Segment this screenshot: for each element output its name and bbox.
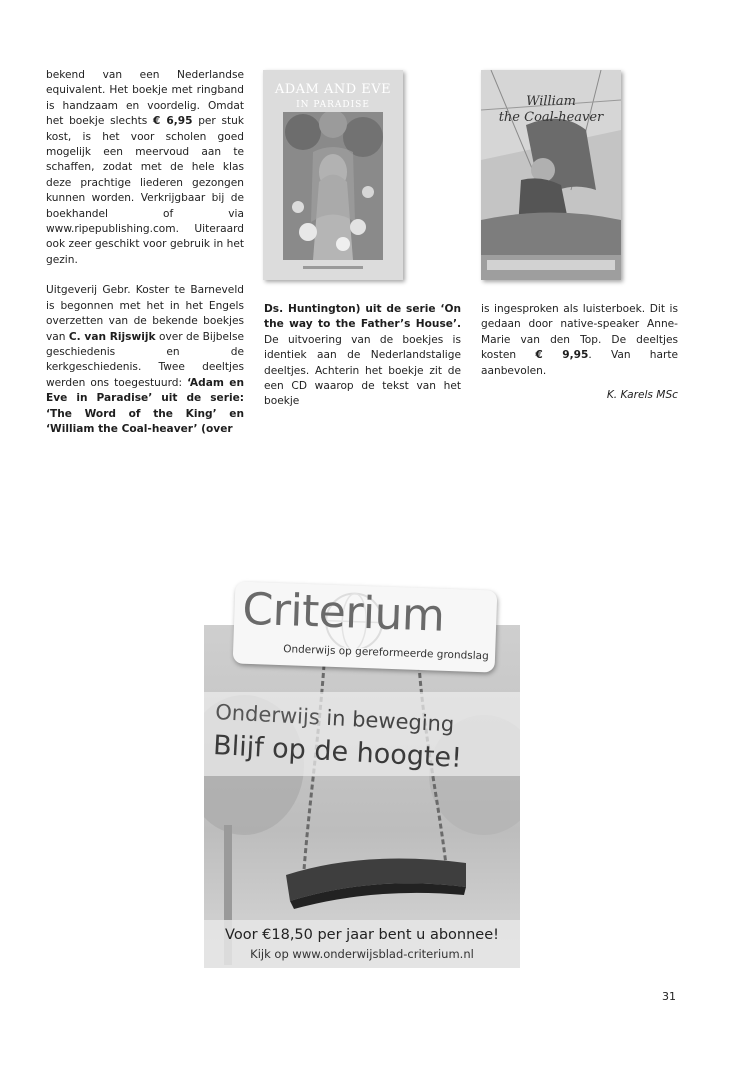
ad-brand-name: Criterium bbox=[241, 583, 446, 642]
book2-title-line2: the Coal-heaver bbox=[498, 110, 604, 125]
ad-photo bbox=[204, 625, 520, 968]
paragraph-1: bekend van een Nederlandse equivalent. Het boekje met ringband is handzaam en voordelig. Omdat het boekje slechts € 6,95 per stuk kost, is het voor scholen goed mogelijk een meervoud aan te schaffen, zodat met de hele klas deze prachtige liederen gezongen kunnen worden. Verkrijgbaar bij de boekhandel of via www.ripepublishing.com. Uiteraard ook zeer geschikt voor gebruik in het gezin. bbox=[46, 69, 245, 266]
book2-title-line1: William bbox=[526, 94, 576, 109]
swing-photo bbox=[204, 625, 520, 968]
ad-website-line: Kijk op www.onderwijsblad-criterium.nl bbox=[250, 947, 474, 961]
criterium-advertisement bbox=[204, 580, 520, 968]
text-column-1 bbox=[46, 68, 244, 452]
price-1: € 6,95 bbox=[152, 115, 193, 128]
ad-price-line: Voor €18,50 per jaar bent u abonnee! bbox=[225, 927, 499, 943]
author-name: C. van Rijswijk bbox=[68, 330, 156, 343]
text-column-2 bbox=[264, 302, 461, 425]
book-cover-adam-and-eve bbox=[263, 70, 403, 280]
ad-headline-1: Onderwijs in beweging bbox=[214, 700, 455, 737]
ad-headline-band bbox=[204, 692, 520, 776]
paragraph-4: is ingesproken als luisterboek. Dit is gedaan door native-speaker Anne-Marie van den Top. De deeltjes kosten € 9,95. Van harte aanbevolen. bbox=[481, 303, 678, 377]
book-titles: ‘Adam en Eve in Paradise’ uit de serie: ‘The Word of the King’ en ‘William the Coal-heaver’ (over bbox=[46, 376, 244, 435]
book-cover-william-the-coal-heaver bbox=[481, 70, 621, 280]
book1-author-line bbox=[303, 266, 363, 269]
ad-footer-band bbox=[204, 920, 520, 968]
paragraph-3: Ds. Huntington) uit de serie ‘On the way to the Father’s House’. De uitvoering van de boekjes is identiek aan de Nederlandstalige deeltjes. Achterin het boekje zit de een CD waarop de tekst van het boekje bbox=[264, 303, 461, 408]
price-2: € 9,95 bbox=[535, 349, 589, 362]
author-signature: K. Karels MSc bbox=[606, 389, 678, 402]
paragraph-2: Uitgeverij Gebr. Koster te Barneveld is begonnen met het in het Engels overzetten van de bekende boekjes van C. van Rijswijk over de Bijbelse geschiedenis en de kerkgeschiedenis. Twee deeltjes werden ons toegestuurd: ‘Adam en Eve in Paradise’ uit de serie: ‘The Word of the King’ en ‘William the Coal-heaver’ (over bbox=[46, 284, 245, 435]
book1-subtitle: IN PARADISE bbox=[296, 100, 370, 110]
book1-title: ADAM AND EVE bbox=[274, 82, 392, 97]
ad-headline-2: Blijf op de hoogte! bbox=[212, 730, 463, 774]
book1-illustration bbox=[283, 112, 383, 260]
ad-tagline: Onderwijs op gereformeerde grondslag bbox=[282, 643, 489, 663]
page-number: 31 bbox=[662, 990, 676, 1003]
ad-brand-card bbox=[233, 581, 498, 672]
text-column-3 bbox=[481, 302, 678, 403]
